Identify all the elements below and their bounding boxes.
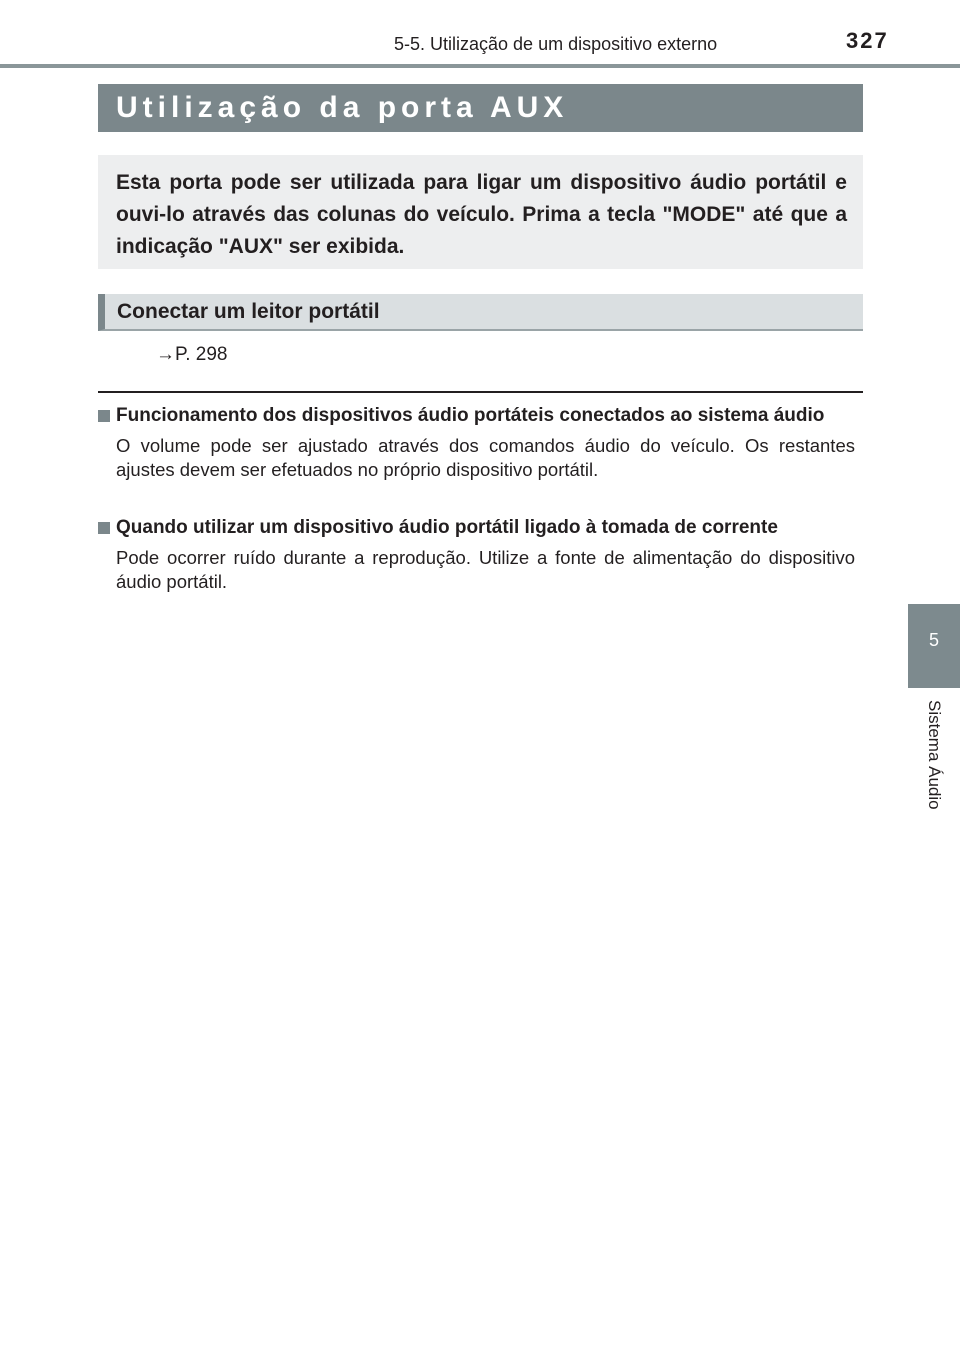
page-reference: →P. 298 [156,344,228,365]
note-heading: Funcionamento dos dispositivos áudio portáteis conectados ao sistema áudio [116,405,825,426]
page-number: 327 [846,28,889,53]
note-body: O volume pode ser ajustado através dos comandos áudio do veículo. Os restantes ajustes devem ser efetuados no próprio dispositivo portátil. [116,435,855,480]
intro-text: Esta porta pode ser utilizada para ligar um dispositivo áudio portátil e ouvi-lo através das colunas do veículo. Prima a tecla "MODE" até que a indicação "AUX" ser exibida. [116,171,847,258]
notes-divider [98,391,863,393]
chapter-label: Sistema Áudio [925,700,944,810]
square-bullet-icon [98,410,110,422]
note-item [98,404,863,482]
intro-box [98,155,863,269]
chapter-number: 5 [928,630,939,650]
note-body: Pode ocorrer ruído durante a reprodução. Utilize a fonte de alimentação do dispositivo áudio portátil. [116,547,855,592]
square-bullet-icon [98,522,110,534]
note-item [98,516,863,594]
section-title-bar [98,84,863,132]
subsection-header [98,294,863,331]
chapter-tab [908,604,960,688]
header-rule [0,64,960,68]
subsection-title: Conectar um leitor portátil [117,300,380,323]
note-heading: Quando utilizar um dispositivo áudio portátil ligado à tomada de corrente [116,517,778,538]
header-section-title: 5-5. Utilização de um dispositivo externo [394,34,718,54]
section-title: Utilização da porta AUX [116,91,569,124]
